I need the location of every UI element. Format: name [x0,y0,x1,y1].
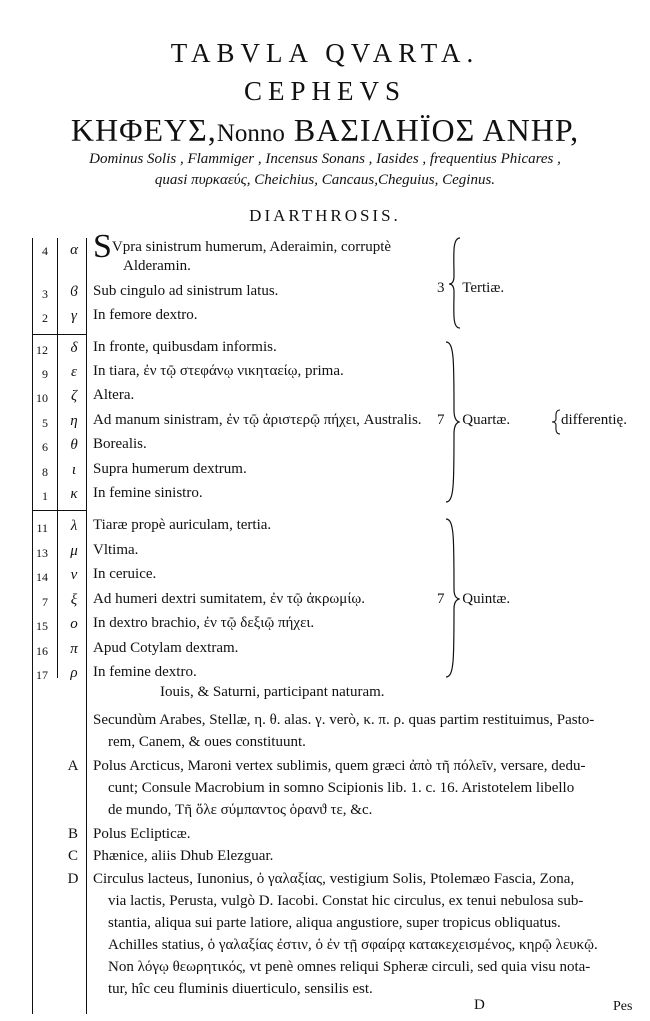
star-entry: Ad manum sinistram, ἐν τῷ ἀριστερῷ πήχει, Australis. [93,412,422,428]
note-letter-c: C [67,848,78,864]
note-line: Polus Arcticus, Maroni vertex sublimis, quem græci ἀπὸ τῆ πόλεῖν, versare, dedu- [93,758,586,774]
star-number: 15 [36,619,48,633]
group-count: 7 [437,412,445,428]
note-line: de mundo, Τῆ ὅλε σύμπαντος ὁρανϑ τε, &c. [108,802,373,818]
rule-group-1 [32,334,86,335]
star-greek-letter: ρ [70,665,78,681]
star-number: 3 [42,287,48,301]
group-label: Quartæ. [462,412,511,428]
star-greek-letter: ϐ [70,284,78,300]
star-greek-letter: ε [71,364,77,380]
group-quartae-label [437,412,510,429]
group-count: 7 [437,591,445,607]
star-entry-text: Vpra sinistrum humerum, Aderaimin, corruptè [111,239,392,255]
star-greek-letter: ζ [70,388,78,404]
star-number: 10 [36,391,48,405]
note-line: Circulus lacteus, Iunonius, ὁ γαλαξίας, vestigium Solis, Ptolemæo Fascia, Zona, [93,871,575,887]
nature-line: Iouis, & Saturni, participant naturam. [160,684,385,700]
star-entry-continued: Alderamin. [123,258,191,274]
group-quintae-label [437,591,510,608]
names-line-2: quasi πυρκαεύς, Cheichius, Cancaus,Cheguius, Ceginus. [154,172,496,188]
differentiae-label: differentię. [561,412,627,428]
star-entry: In tiara, ἐν τῷ στεφάνῳ νικηταείῳ, prima. [93,363,344,379]
arabes-line-1: Secundùm Arabes, Stellæ, η. θ. alas. γ. verò, κ. π. ρ. quas partim restituimus, Pasto- [93,712,595,728]
note-letter-a: A [67,758,79,774]
star-greek-letter: ν [70,567,78,583]
star-greek-letter: η [70,413,78,429]
note-line: Non λόγῳ θεωρητικός, vt penè omnes reliqui Spheræ circuli, sed quia visu nota- [108,959,591,975]
star-entry: In femine sinistro. [93,485,203,501]
title-line-2: CEPHEVS [243,76,407,106]
star-number: 6 [42,440,48,454]
note-line: cunt; Consule Macrobium in somno Scipionis lib. 1. c. 16. Aristotelem libello [108,780,575,796]
star-greek-letter: π [70,641,78,657]
names-line-1: Dominus Solis , Flammiger , Incensus Sonans , Iasides , frequentius Phicares , [89,151,561,167]
title-line-3 [0,112,650,149]
star-entry: In femine dextro. [93,664,197,680]
note-line: stantia, aliqua sui parte latiore, aliqua angustiore, super tropicus obliquatus. [108,915,561,931]
section-heading: DIARTHROSIS. [249,206,401,225]
title-line-1: TABVLA QVARTA. [170,38,480,68]
star-greek-letter: μ [70,543,78,559]
note-line: Achilles statius, ὁ γαλαξίας ἐστιν, ὁ ἐν τῇ σφαίρᾳ κατακεχεισμένος, κηρῷ λευκῷ. [108,937,598,953]
star-entry: Tiaræ propè auriculam, tertia. [93,517,272,533]
catchword: Pes [613,999,633,1014]
note-line: Phænice, aliis Dhub Elezguar. [93,848,274,864]
star-entry: In fronte, quibusdam informis. [93,339,277,355]
rule-greek-text [86,238,87,1014]
star-number: 2 [42,311,48,325]
star-greek-letter: ο [70,616,78,632]
star-number: 16 [36,644,48,658]
arabes-line-2: rem, Canem, & oues constituunt. [108,734,306,750]
group-tertiae-label [437,280,504,297]
star-greek-letter: θ [70,437,78,453]
star-greek-letter: α [70,242,78,258]
star-entry: In femore dextro. [93,307,198,323]
title-greek-b: ΒΑΣΙΛΗΪΟΣ ΑΝΗΡ, [293,112,580,148]
star-number: 11 [36,521,48,535]
star-greek-letter: κ [70,486,78,502]
star-greek-letter: ξ [70,592,78,608]
title-greek-a: ΚΗΦΕΥΣ, [70,112,217,148]
star-number: 8 [42,465,48,479]
signature-mark: D [474,997,485,1013]
rule-group-2 [32,510,86,511]
star-greek-letter: ι [71,462,77,478]
star-number: 14 [36,570,48,584]
star-number: 5 [42,416,48,430]
star-entry: Apud Cotylam dextram. [93,640,239,656]
star-number: 17 [36,668,48,682]
star-number: 9 [42,367,48,381]
star-greek-letter: γ [71,308,77,324]
star-greek-letter: λ [70,518,78,534]
note-line: tur, hîc ceu fluminis diuerticulo, sensilis est. [108,981,373,997]
group-count: 3 [437,280,445,296]
star-entry: Supra humerum dextrum. [93,461,247,477]
star-number: 12 [36,343,48,357]
star-entry: In dextro brachio, ἐν τῷ δεξιῷ πήχει. [93,615,315,631]
note-letter-d: D [67,871,79,887]
star-entry: Altera. [93,387,135,403]
star-entry: Ad humeri dextri sumitatem, ἐν τῷ ἀκρωμίῳ. [93,591,366,607]
star-entry: Vltima. [93,542,139,558]
drop-initial: S [93,228,112,265]
star-entry: In ceruice. [93,566,157,582]
note-letter-b: B [67,826,78,842]
star-number: 13 [36,546,48,560]
note-line: via lactis, Perusta, vulgò D. Iacobi. Constat hic circulus, ex tenui nebulosa sub- [108,893,584,909]
star-number: 7 [42,595,48,609]
note-line: Polus Eclipticæ. [93,826,191,842]
title-nonno: Nonno [216,120,285,147]
star-number: 1 [42,489,48,503]
star-number: 4 [42,244,48,258]
group-label: Quintæ. [462,591,511,607]
star-greek-letter: δ [70,340,78,356]
group-label: Tertiæ. [462,280,505,296]
star-entry: Borealis. [93,436,147,452]
rule-num-greek [57,238,58,678]
star-entry: Sub cingulo ad sinistrum latus. [93,283,279,299]
